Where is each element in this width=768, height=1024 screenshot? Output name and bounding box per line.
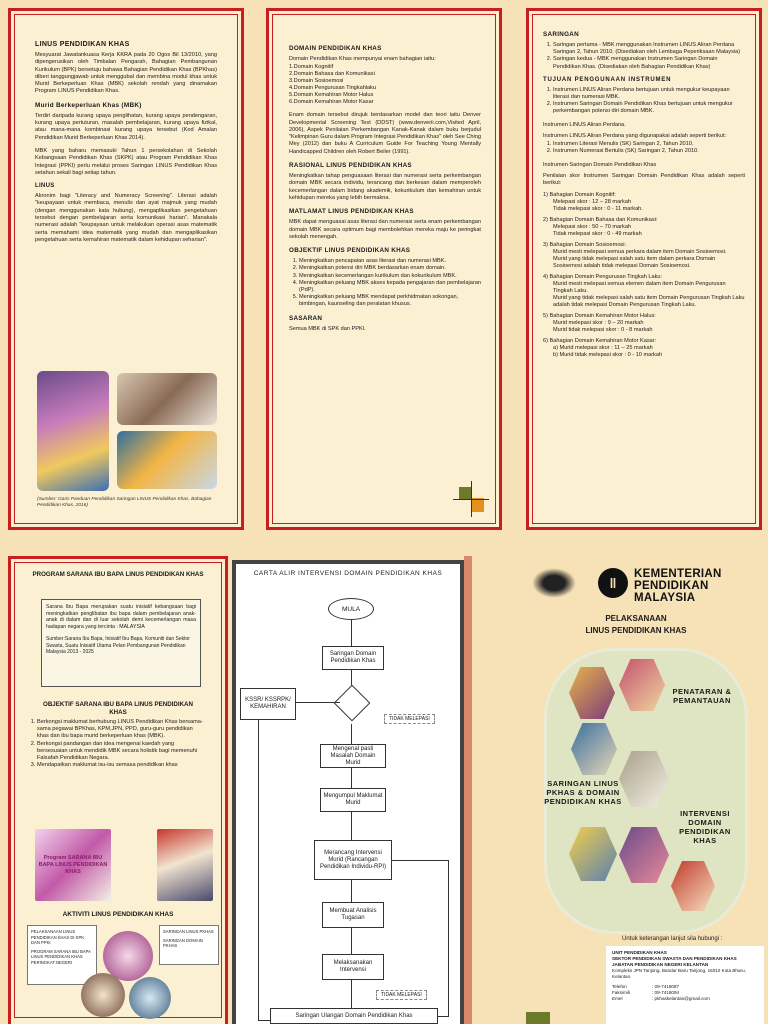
flow-line bbox=[351, 724, 352, 744]
saringan-item: 1. Saringan pertama - MBK menggunakan Instrumen LINUS Aliran Perdana Saringan 2, Tahun 2010. (Disediakan oleh Lembaga Peperiksaan Malaysia) bbox=[553, 42, 745, 56]
matlamat-text: MBK dapat menguasai asas literasi dan numerasi serta enam perkembangan domain MBK secara optimum bagi membolehkan mereka maju ke peringkat sekolah menengah. bbox=[289, 219, 481, 240]
classroom-photo-3 bbox=[117, 431, 217, 489]
tujuan-item: 1. Instrumen LINUS Aliran Perdana bertujuan untuk mengukur keupayaan literasi dan numerasi MBK. bbox=[553, 87, 745, 101]
panel-sarana bbox=[8, 556, 228, 1024]
contact-address: Kompleks JPN Tanjong, Bandar Baru Tanjong, 16010 Kota Bharu, Kelantan. bbox=[612, 968, 746, 979]
ulangan-node: Saringan Ulangan Domain Pendidikan Khas bbox=[270, 1008, 438, 1024]
score-line: Tidak melepasi skor : 0 - 11 markah. bbox=[553, 205, 643, 212]
tidak-label-1: TIDAK MELEPASI bbox=[384, 714, 435, 724]
kpm-kementerian: KEMENTERIAN bbox=[634, 568, 722, 580]
domain-instrument-text: Penilaian skor Instrumen Saringan Domain Pendidikan Khas adalah seperti berikut: bbox=[543, 172, 745, 187]
contact-email-row bbox=[612, 996, 758, 1002]
rasional-text: Meningkatkan tahap penguasaan literasi dan numerasi serta perkembangan domain MBK secara individu, terancang dan berkesan dalam memperoleh kecemerlangan dalam bidang akademik, kokurikulum dan kemahiran untuk kehidupan mereka yang lebih bermakna. bbox=[289, 173, 481, 201]
linus-acronym-title: LINUS bbox=[35, 183, 55, 190]
score-line: Murid yang tidak melepasi salah satu item dalam perkara Domain Sosioemosi adalah tidak melepasi Domain Sosioemosi. bbox=[553, 255, 716, 269]
hex-photo bbox=[619, 827, 669, 883]
aktiviti-left-box bbox=[27, 925, 97, 985]
saringan-list bbox=[543, 42, 745, 71]
panel-linus-intro bbox=[8, 8, 244, 530]
objektif-title: OBJEKTIF LINUS PENDIDIKAN KHAS bbox=[289, 247, 411, 255]
sarana-objektif-item: 3. Mendapatkan maklumat isu-isu semasa pendidikan khas bbox=[37, 762, 203, 769]
score-line: Murid mesti melepasi semua elemen dalam item Domain Pengurusan Tingkah Laku. bbox=[553, 280, 726, 294]
domain-item: 2.Domain Bahasa dan Komunikasi bbox=[289, 71, 375, 78]
score-list bbox=[543, 192, 745, 359]
aliran-item: 2. Instrumen Numerasi Bertulis (SK) Saringan 2, Tahun 2010. bbox=[553, 148, 745, 155]
hex-label-intervensi: INTERVENSI DOMAIN PENDIDIKAN KHAS bbox=[679, 809, 731, 845]
aktiviti-left-item: PELAKSANAAN LINUS PENDIDIKAN KHAS DI SPK DAN PPKI bbox=[31, 929, 85, 946]
email-label: Emel bbox=[612, 996, 623, 1001]
score-line: Melepasi skor : 50 – 70 markah bbox=[553, 223, 632, 230]
score-line: Murid tidak melepasi skor : 0 - 8 markah bbox=[553, 326, 653, 333]
telefon-value: : 09-7418087 bbox=[652, 984, 680, 989]
score-head: 1) Bahagian Domain Kognitif: bbox=[543, 191, 616, 198]
score-line: Murid yang tidak melepasi salah satu item Domain Pengurusan Tingkah Laku adalah tidak melepasi Domain Pengurusan Tingkah Laku. bbox=[553, 294, 745, 308]
contact-jabatan: JABATAN PENDIDIKAN NEGERI KELANTAN bbox=[612, 962, 709, 967]
aktiviti-left-item: PROGRAM SARANA IBU BAPA LINUS PENDIDIKAN KHAS PERINGKAT NEGERI bbox=[31, 948, 91, 965]
cover-olive-square bbox=[526, 1012, 550, 1024]
rasional-title: RASIONAL LINUS PENDIDIKAN KHAS bbox=[289, 162, 412, 170]
flow-line bbox=[296, 702, 340, 703]
score-line: Murid melepasi skor : 9 – 20 markah bbox=[553, 319, 644, 326]
telefon-label: Telefon bbox=[612, 984, 627, 989]
domain-item: 3.Domain Sosioemosi bbox=[289, 78, 344, 85]
score-line: Murid mesti melepasi semua perkara dalam item Domain Sosioemosi. bbox=[553, 248, 727, 255]
panel-saringan bbox=[526, 8, 762, 530]
mula-node: MULA bbox=[328, 598, 374, 620]
contact-intro: Untuk keterangan lanjut sila hubungi : bbox=[622, 936, 723, 942]
hex-collage bbox=[544, 648, 748, 934]
objektif-item: 3. Meningkatkan kecemerlangan kurikulum dan kokurikulum MBK. bbox=[299, 273, 481, 280]
sarana-objektif-item: 2. Berkongsi pandangan dan idea mengenai kaedah yang bersesuaian untuk mendidik MBK secara holistik bagi memenuhi Falsafah Pendidikan Negara. bbox=[37, 741, 203, 763]
objektif-item: 2. Meningkatkan potensi diri MBK berdasarkan enam domain. bbox=[299, 265, 481, 272]
aliran-list bbox=[543, 141, 745, 155]
hex-photo bbox=[619, 659, 665, 711]
maklumat-node: Mengumpul Maklumat Murid bbox=[320, 788, 386, 812]
contact-sektor: SEKTOR PENDIDIKAN SWASTA DAN PENDIDIKAN KHAS bbox=[612, 956, 737, 961]
flow-line bbox=[351, 880, 352, 902]
decor-line-v bbox=[471, 481, 472, 517]
program-box bbox=[41, 599, 201, 687]
contact-box bbox=[606, 946, 764, 1024]
kpm-pendidikan: PENDIDIKAN bbox=[634, 580, 709, 592]
flow-line bbox=[351, 812, 352, 840]
score-head: 4) Bahagian Domain Pengurusan Tingkah Laku: bbox=[543, 273, 663, 280]
jata-logo bbox=[532, 568, 576, 598]
domain-list bbox=[289, 64, 481, 106]
hex-photo bbox=[619, 751, 669, 807]
score-line: b) Murid tidak melepasi skor : 0 - 10 markah bbox=[553, 351, 663, 358]
aktiviti-circle-2 bbox=[81, 973, 125, 1017]
score-head: 2) Bahagian Domain Bahasa dan Komunikasi: bbox=[543, 216, 658, 223]
hex-photo bbox=[569, 827, 617, 881]
mengenal-node: Mengenal pasti Masalah Domain Murid bbox=[320, 744, 386, 768]
domain-intro: Domain Pendidikan Khas mempunyai enam bahagian iaitu: bbox=[289, 56, 436, 62]
tujuan-title: TUJUAN PENGGUNAAN INSTRUMEN bbox=[543, 76, 672, 83]
domain-instrument-title: Instrumen Saringan Domain Pendidikan Khas bbox=[543, 161, 657, 168]
analisis-node: Membuat Analisis Tugasan bbox=[322, 902, 384, 928]
flow-line bbox=[258, 720, 259, 1020]
cover-pelaksanaan: PELAKSANAAN bbox=[605, 614, 667, 623]
classroom-photo-2 bbox=[117, 373, 217, 425]
score-line: Melepasi skor : 12 – 28 markah bbox=[553, 198, 632, 205]
score-head: 5) Bahagian Domain Kemahiran Motor Halus: bbox=[543, 312, 656, 319]
score-head: 6) Bahagian Domain Kemahiran Motor Kasar: bbox=[543, 337, 657, 344]
faks-value: : 09-7418094 bbox=[652, 990, 680, 995]
contact-unit: UNIT PENDIDIKAN KHAS bbox=[612, 950, 667, 955]
kpm-malaysia: MALAYSIA bbox=[634, 592, 696, 604]
tujuan-item: 2. Instrumen Saringan Domain Pendidikan Khas bertujuan untuk mengukur perkembangan potensi diri domain MBK. bbox=[553, 101, 745, 115]
score-line: a) Murid melepasi skor : 11 – 25 markah bbox=[553, 344, 653, 351]
linus-title: LINUS PENDIDIKAN KHAS bbox=[35, 41, 130, 48]
panel-cover bbox=[504, 556, 768, 1024]
aktiviti-circle-3 bbox=[129, 977, 171, 1019]
hex-photo bbox=[671, 861, 715, 911]
program-source: Sumber:Sarana Ibu Bapa, Inisiatif Ibu Bapa, Komuniti dan Sektor Swasta, Suatu Inisiatif Utama Pelan Pembangunan Pendidikan Malaysia 2013 - 2025 bbox=[46, 636, 190, 655]
program-title: PROGRAM SARANA IBU BAPA LINUS PENDIDIKAN KHAS bbox=[32, 571, 204, 578]
objektif-list bbox=[289, 258, 481, 308]
aktiviti-right-box bbox=[159, 925, 219, 965]
decision-diamond bbox=[334, 685, 371, 722]
program-text: Sarana Ibu Bapa merupakan suatu inisiatif kebangsaan bagi meningkatkan penglibatan ibu bapa dalam pembelajaran anak-anak di dalam dan di luar sekolah demi kecemerlangan masa hadapan negara yang tercinta : MALAYSIA bbox=[46, 604, 196, 630]
decor-square-orange bbox=[472, 498, 484, 512]
hex-photo bbox=[571, 723, 617, 775]
score-group bbox=[543, 274, 745, 309]
score-line: Tidak melepasi skor : 0 - 49 markah bbox=[553, 230, 642, 237]
decor-square-olive bbox=[459, 487, 471, 499]
sarana-event-photo bbox=[157, 829, 213, 901]
sarana-objektif-title: OBJEKTIF SARANA IBU BAPA LINUS PENDIDIKAN KHAS bbox=[43, 701, 193, 716]
kpm-logo-circle: ‖ bbox=[598, 568, 628, 598]
sasaran-text: Semua MBK di SPK dan PPKI. bbox=[289, 325, 366, 332]
flowchart-title: CARTA ALIR INTERVENSI DOMAIN PENDIDIKAN KHAS bbox=[253, 570, 443, 577]
aliran-title: Instrumen LINUS Aliran Perdana. bbox=[543, 121, 626, 128]
classroom-photo-1 bbox=[37, 371, 109, 491]
aliran-item: 1. Instrumen Literasi Menulis (SK) Saringan 2, Tahun 2010. bbox=[553, 141, 745, 148]
sarana-banner-text: Program SARANA IBU BAPA LINUS PENDIDIKAN KHAS bbox=[38, 854, 108, 875]
objektif-item: 5. Meningkatkan peluang MBK mendapat perkhidmatan sokongan, bimbingan, kaunseling dan peralatan khusus. bbox=[299, 294, 481, 308]
flow-line bbox=[351, 620, 352, 646]
linus-intro-text: Mesyuarat Jawatankuasa Kerja KKRA pada 20 Ogos Bil 13/2010, yang dipengerusikan oleh Timbalan Pengarah, Bahagian Pembangunan Kurikulum (BPK) bersetuju bahawa Bahagian Pendidikan Khas (BPKhas) diberi tanggungjawab untuk menggubal dan membina modul khas untuk Murid Berkeperluan Khas (MBK) sekolah rendah yang dinamakan Program LINUS Pendidikan Khas. bbox=[35, 52, 217, 95]
sarana-objektif-list bbox=[27, 719, 203, 769]
score-group bbox=[543, 313, 745, 334]
score-group bbox=[543, 217, 745, 238]
hex-label-saringan: SARINGAN LINUS PKHAS & DOMAIN PENDIDIKAN KHAS bbox=[544, 779, 622, 806]
domain-text: Enam domain tersebut dirujuk berdasarkan model dan teori iaitu Denver Developmental Screening Test (DDST) (www.denverii.com,Visited April, 2006), Aspek Penilaian Perkembangan Kanak-Kanak dalam buku berjudul "Kelimpinan Guru dalam Program Integrasi Pendidikan Khas" oleh See Ching Mey (2012) dan buku A Curriculum Guide For Teaching Young Mentally Handicapped Children oleh Robert Beiler (1991). bbox=[289, 112, 481, 155]
flow-line bbox=[448, 860, 449, 1017]
aktiviti-title: AKTIVITI LINUS PENDIDIKAN KHAS bbox=[62, 911, 174, 918]
mbk-title: Murid Berkeperluan Khas (MBK) bbox=[35, 101, 142, 109]
melaksanakan-node: Melaksanakan Intervensi bbox=[322, 954, 384, 980]
domain-item: 5.Domain Kemahiran Motor Halus bbox=[289, 92, 374, 99]
mbk-text: Terdiri daripada kurang upaya penglihatan, kurang upaya pendengaran, kurang upaya pertuturan, masalah pembelajaran, kurang upaya fizikal, atau mana-mana kombinasi kurang upaya tersebut (Kod Amalan Pendidikan Murid Berkeperluan Khas 2014). bbox=[35, 112, 217, 141]
score-group bbox=[543, 242, 745, 270]
flow-line bbox=[438, 1016, 448, 1017]
flow-line bbox=[351, 928, 352, 954]
aktiviti-right-item: SARINGAN LINUS PKHAS bbox=[163, 929, 214, 934]
panel5-side-strip bbox=[464, 556, 472, 1024]
hex-label-penataran: PENATARAN & PEMANTAUAN bbox=[672, 687, 732, 705]
score-group bbox=[543, 192, 745, 213]
domain-item: 6.Domain Kemahiran Motor Kasar bbox=[289, 99, 374, 106]
kssr-node: KSSR/ KSSRPK/ KEMAHIRAN bbox=[240, 688, 296, 720]
flow-line bbox=[351, 980, 352, 1008]
sarana-banner-photo bbox=[35, 829, 111, 901]
matlamat-title: MATLAMAT LINUS PENDIDIKAN KHAS bbox=[289, 208, 414, 216]
email-value: : pkhaskelantan@gmail.com bbox=[652, 996, 710, 1001]
mbk-text-2: MBK yang baharu memasuki Tahun 1 persekolahan di Sekolah Kebangsaan Pendidikan Khas (SKPK) atau Program Pendidikan Khas Integrasi (PPKI) perlu melalui proses Saringan LINUS Pendidikan Khas setahun sekali bagi setiap tahun. bbox=[35, 147, 217, 176]
domain-item: 1.Domain Kognitif bbox=[289, 64, 334, 71]
saringan-title: SARINGAN bbox=[543, 31, 579, 38]
merancang-node: Merancang Intervensi Murid (Rancangan Pendidikan Individu-RPI) bbox=[314, 840, 392, 880]
flow-line bbox=[351, 768, 352, 788]
sarana-objektif-item: 1. Berkongsi maklumat berhubung LINUS Pendidikan Khas bersama-sama pegawai BPKhas, KPM,JPN, PPD, guru-guru pendidikan khas dan ibu bapa murid berkeperluan khas (MBK). bbox=[37, 719, 203, 741]
panel-domain bbox=[266, 8, 502, 530]
score-head: 3) Bahagian Domain Sosioemosi: bbox=[543, 241, 627, 248]
flow-line bbox=[392, 860, 448, 861]
objektif-item: 4. Meningkatkan peluang MBK akses kepada pengajaran dan pembelajaran (PdP). bbox=[299, 280, 481, 294]
panel-flowchart bbox=[232, 560, 464, 1024]
domain-title: DOMAIN PENDIDIKAN KHAS bbox=[289, 45, 382, 52]
domain-item: 4.Domain Pengurusan Tingkahlaku bbox=[289, 85, 377, 92]
saringan-domain-node: Saringan Domain Pendidikan Khas bbox=[322, 646, 384, 670]
score-group bbox=[543, 338, 745, 359]
objektif-item: 1. Meningkatkan pencapaian asas literasi dan numerasi MBK. bbox=[299, 258, 481, 265]
faks-label: Faksimili bbox=[612, 990, 630, 995]
sasaran-title: SASARAN bbox=[289, 314, 323, 322]
tidak-label-2: TIDAK MELEPASI bbox=[376, 990, 427, 1000]
aktiviti-right-item: SARINGAN DOMAIN PKHAS bbox=[163, 937, 203, 949]
hex-photo bbox=[569, 667, 615, 719]
linus-acronym-text: Akronim bagi "Literacy and Numeracy Screening". Literasi adalah "keupayaan untuk membaca, menulis dan ayat majmuk yang mudah (dengan menggunakan kata hubung), mengaplikasikan pengetahuan tersebut dengan pembelajaran serta komunikasi harian". Manakala numerasi adalah "keupayaan untuk melakukan operasi asas matematik serta memahami idea matematik yang mudah dan mengaplikasikan pengetahuan serta kemahiran matematik dalam kehidupan seharian". bbox=[35, 193, 217, 243]
cover-linus: LINUS PENDIDIKAN KHAS bbox=[585, 626, 687, 635]
saringan-item: 2. Saringan kedua - MBK menggunakan Instrumen Saringan Domain Pendidikan Khas. (Disediakan oleh Bahagian Pendidikan Khas) bbox=[553, 56, 745, 70]
aliran-text: Instrumen LINUS Aliran Perdana yang digunapakai adalah seperti berikut: bbox=[543, 132, 727, 139]
tujuan-list bbox=[543, 87, 745, 116]
source-caption: (Sumber: Garis Panduan Pendidikan Saringan LINUS Pendidikan Khas, Bahagian Pendidikan Khas, 2016) bbox=[37, 497, 212, 508]
